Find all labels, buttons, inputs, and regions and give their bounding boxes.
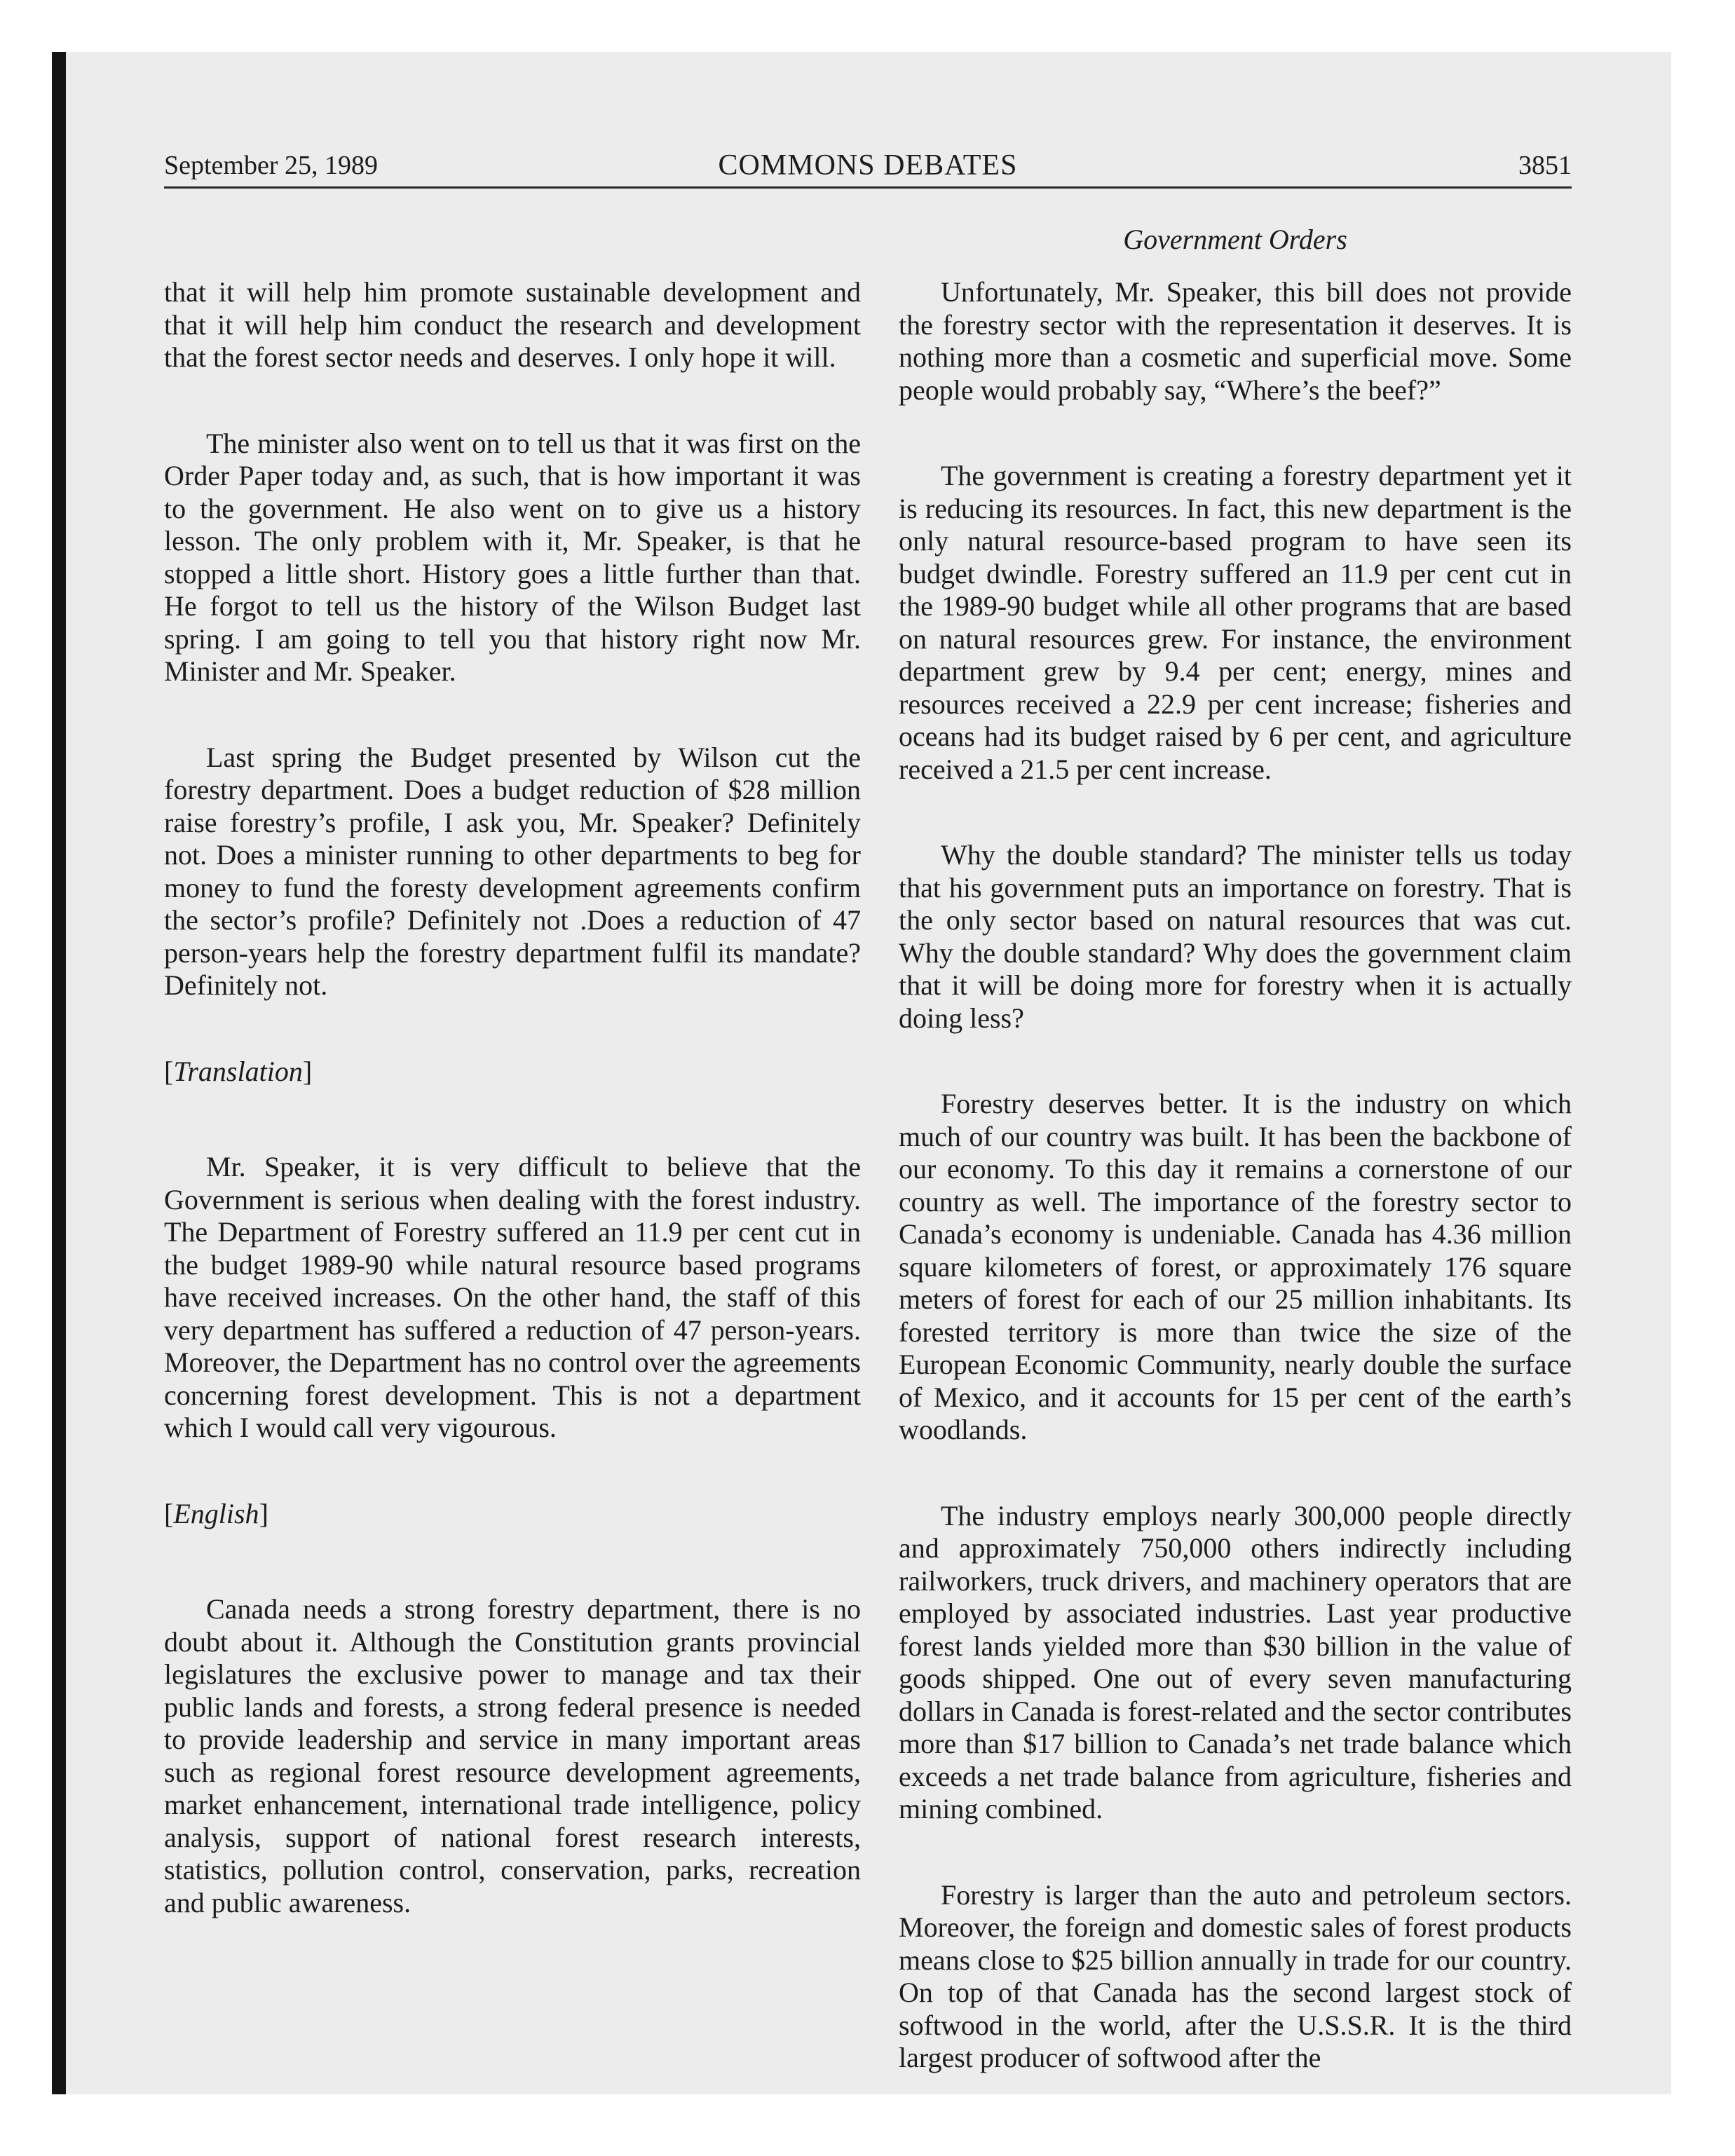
paragraph: The minister also went on to tell us that it was first on the Order Paper today and, as such, that is how important it was to the government. He also went on to give us a history lesson. The only problem with it, Mr. Speaker, is that he stopped a little short. History goes a little further than that. He forgot to tell us the history of the Wilson Budget last spring. I am going to tell you that history right now Mr. Minister and Mr. Speaker.	[164, 427, 861, 687]
language-tag-text: English	[173, 1497, 259, 1529]
running-head	[164, 144, 1572, 186]
right-column	[899, 276, 1572, 2128]
paragraph: The government is creating a forestry department yet it is reducing its resources. In fact, this new department is the only natural resource-based program to have seen its budget dwindle. Forestry suffered an 11.9 per cent cut in the 1989-90 budget while all other programs that are based on natural resources grew. For instance, the environment department grew by 9.4 per cent; energy, mines and resources received a 22.9 per cent increase; fisheries and oceans had its budget raised by 6 per cent, and agriculture received a 21.5 per cent increase.	[899, 460, 1572, 785]
paragraph: Why the double standard? The minister tells us today that his government puts an importance on forestry. That is the only sector based on natural resources that was cut. Why the double standard? Why does the government claim that it will be doing more for forestry when it is actually doing less?	[899, 839, 1572, 1034]
paragraph: that it will help him promote sustainable development and that it will help him conduct the research and development that the forest sector needs and deserves. I only hope it will.	[164, 276, 861, 373]
header-rule	[164, 186, 1572, 189]
language-tag-text: Translation	[173, 1055, 303, 1087]
language-tag-english: [English]	[164, 1497, 268, 1529]
paragraph: Forestry is larger than the auto and petroleum sectors. Moreover, the foreign and domestic sales of forest products means close to $25 billion annually in trade for our country. On top of that Canada has the second largest stock of softwood in the world, after the U.S.S.R. It is the third largest producer of softwood after the	[899, 1878, 1572, 2073]
paragraph: Canada needs a strong forestry department, there is no doubt about it. Although the Constitution grants provincial legislatures the exclusive power to manage and tax their public lands and forests, a strong federal presence is needed to provide leadership and service in many important areas such as regional forest resource development agreements, market enhancement, international trade intelligence, policy analysis, support of national forest research interests, statistics, pollution control, conservation, parks, recreation and public awareness.	[164, 1593, 861, 1918]
binding-edge	[52, 52, 66, 2094]
paragraph: Mr. Speaker, it is very difficult to believe that the Government is serious when dealing with the forest industry. The Department of Forestry suffered an 11.9 per cent cut in the budget 1989-90 while natural resource based programs have received increases. On the other hand, the staff of this very department has suffered a reduction of 47 person-years. Moreover, the Department has no control over the agreements concerning forest development. This is not a department which I would call very vigourous.	[164, 1151, 861, 1443]
page-number: 3851	[1518, 151, 1572, 180]
section-label: Government Orders	[1123, 224, 1347, 255]
paragraph: Unfortunately, Mr. Speaker, this bill does not provide the forestry sector with the representation it deserves. It is nothing more than a cosmetic and superficial move. Some people would probably say, “Where’s the beef?”	[899, 276, 1572, 406]
language-tag-translation: [Translation]	[164, 1055, 313, 1087]
header-date: September 25, 1989	[164, 151, 379, 180]
left-column	[164, 276, 861, 1972]
paragraph: Forestry deserves better. It is the industry on which much of our country was built. It has been the backbone of our economy. To this day it remains a cornerstone of our country as well. The importance of the forestry sector to Canada’s economy is undeniable. Canada has 4.36 million square kilometers of forest, or approximately 176 square meters of forest for each of our 25 million inhabitants. Its forested territory is more than twice the size of the European Economic Community, nearly double the surface of Mexico, and it accounts for 15 per cent of the earth’s woodlands.	[899, 1088, 1572, 1445]
header-title: COMMONS DEBATES	[718, 149, 1018, 182]
paragraph: Last spring the Budget presented by Wilson cut the forestry department. Does a budget reduction of $28 million raise forestry’s profile, I ask you, Mr. Speaker? Definitely not. Does a minister running to other departments to beg for money to fund the foresty development agreements confirm the sector’s profile? Definitely not .Does a reduction of 47 person-years help the forestry department fulfil its mandate? Definitely not.	[164, 741, 861, 1001]
paragraph: The industry employs nearly 300,000 people directly and approximately 750,000 others indirectly including railworkers, truck drivers, and machinery operators that are employed by associated industries. Last year productive forest lands yielded more than $30 billion in the value of goods shipped. One out of every seven manufacturing dollars in Canada is forest-related and the sector contributes more than $17 billion to Canada’s net trade balance which exceeds a net trade balance from agriculture, fisheries and mining combined.	[899, 1499, 1572, 1824]
